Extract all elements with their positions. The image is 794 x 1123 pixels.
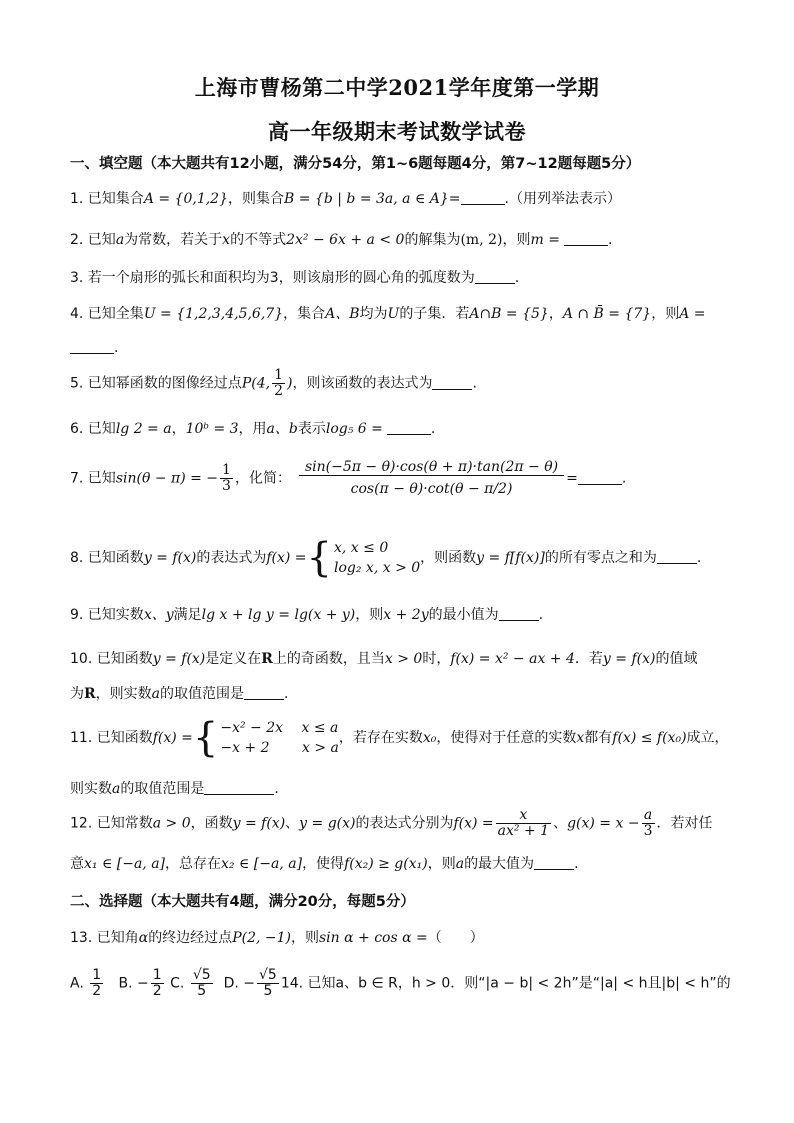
q11-expr: f(x) ≤ f(x₀)	[612, 730, 687, 746]
option-a-fraction	[90, 968, 103, 999]
q10-text: .	[284, 686, 289, 702]
page-subtitle: 高一年级期末考试数学试卷	[268, 119, 526, 144]
option-b-sign: −	[137, 975, 149, 992]
question-6	[70, 418, 730, 438]
q1-set-b: B = {b | b = 3a, a ∈ A}	[284, 191, 449, 207]
q6-expr: 10ᵇ = 3	[185, 421, 239, 437]
q4-intersection: A∩B = {5}	[469, 306, 549, 322]
q11-var: a	[112, 781, 121, 797]
question-8	[70, 535, 730, 581]
q1-text: .（用列举法表示）	[504, 191, 621, 207]
q10-text: 为	[70, 686, 84, 702]
q6-text: 6. 已知	[70, 421, 116, 437]
answer-blank	[475, 269, 515, 284]
q12-text: 意	[70, 856, 84, 872]
option-c-fraction	[191, 968, 213, 999]
q9-text: 的最小值为	[428, 607, 499, 623]
q14-expr: |a| < h	[599, 975, 648, 992]
question-5	[70, 368, 730, 399]
option-b-label: B.	[118, 975, 133, 992]
q3-text: .	[514, 270, 520, 286]
answer-blank	[578, 470, 622, 485]
q14-expr: |a − b| < 2h	[485, 975, 572, 992]
q12-text: ．若对任	[656, 815, 713, 832]
q11-text: 的取值范围是	[120, 781, 205, 797]
question-2	[70, 229, 730, 249]
q9-text: 9. 已知实数	[70, 607, 144, 623]
answer-blank	[70, 339, 114, 354]
q12-expr: y = g(x)	[299, 815, 356, 832]
q11-text: .	[274, 781, 279, 797]
question-10	[70, 648, 730, 668]
q11-text: ，若存在实数	[338, 730, 423, 746]
piecewise-case: log₂ x, x > 0	[334, 560, 421, 576]
q9-text: ，则	[355, 607, 384, 623]
q7-text: .	[621, 470, 627, 487]
q8-text: ，则函数	[420, 550, 477, 566]
q13-text: 13. 已知角	[70, 930, 139, 946]
q10-text: 是定义在	[205, 651, 262, 667]
q4-text: 均为	[359, 306, 388, 322]
q7-fraction-expression	[299, 460, 564, 497]
q6-expr: log₅ 6 =	[325, 421, 383, 437]
q10-expr: y = f(x)	[152, 651, 206, 667]
q14-text: 14. 已知	[280, 975, 336, 992]
q12-expr: x₂ ∈ [−a, a]	[221, 856, 303, 872]
q10-text: 上的奇函数，且当	[272, 651, 385, 667]
q4-intersection-complement: A ∩ B̄ = {7}	[562, 306, 652, 322]
q12-expr: a > 0	[152, 815, 191, 832]
q14-text: ”的	[709, 975, 731, 992]
q4-var: U	[387, 306, 400, 322]
q4-universal-set: U = {1,2,3,4,5,6,7}	[143, 306, 284, 322]
answer-blank	[499, 606, 539, 621]
q9-text: .	[538, 607, 544, 623]
q8-text: 的表达式为	[196, 550, 267, 566]
q4-text: 的子集．若	[399, 306, 470, 322]
q8-expr: y = f[f(x)]	[476, 550, 545, 566]
q12-text: 12. 已知常数	[70, 815, 153, 832]
q14-text: ，	[397, 975, 412, 992]
q14-expr: |b| < h	[661, 975, 710, 992]
q13-var: α	[138, 930, 149, 946]
question-4	[70, 303, 730, 323]
fraction-denominator: 5	[263, 983, 273, 999]
fraction-numerator: sin(−5π − θ)·cos(θ + π)·tan(2π − θ)	[299, 460, 564, 476]
fraction-numerator: x	[496, 808, 551, 824]
q12-var: a	[455, 856, 465, 872]
q12-expr: y = f(x)	[232, 815, 286, 832]
q5-text: ，则该函数的表达式为	[292, 375, 433, 392]
q6-text: ，用	[238, 421, 267, 437]
q4-text: 4. 已知全集	[70, 306, 144, 322]
q11-text: 成立，	[686, 730, 729, 746]
fraction-denominator: 5	[197, 983, 207, 999]
q10-text: 的值域	[655, 651, 698, 667]
fraction-numerator: 1	[92, 967, 102, 983]
q8-text: 8. 已知函数	[70, 550, 144, 566]
q11-text: 则实数	[70, 781, 112, 797]
fraction-denominator: 3	[222, 478, 231, 494]
q2-inequality: 2x² − 6x + a < 0	[286, 232, 405, 248]
q13-options-and-q14	[70, 968, 731, 999]
fraction-denominator: cos(π − θ)·cot(θ − π/2)	[350, 481, 513, 497]
fraction-numerator: a	[642, 808, 655, 824]
q2-var: a	[115, 232, 125, 248]
q10-expr: x > 0	[384, 651, 423, 667]
q11-text: 11. 已知函数	[70, 730, 153, 746]
q2-interval: (m, 2)	[460, 232, 503, 248]
option-d-sign: −	[243, 975, 255, 992]
q7-fraction-given	[220, 463, 233, 494]
q8-expr: f(x) =	[266, 550, 307, 566]
q12-text: 的最大值为	[464, 856, 535, 872]
answer-blank	[657, 549, 697, 564]
q11-text: ，使得对于任意的实数	[436, 730, 577, 746]
question-11-cont	[70, 778, 730, 798]
q6-text: 表示	[297, 421, 326, 437]
q10-text: ．若	[574, 651, 603, 667]
q4-text: ，则	[651, 306, 680, 322]
fraction-denominator: 3	[643, 823, 653, 839]
page-title: 上海市曹杨第二中学2021学年度第一学期	[194, 75, 600, 100]
q6-text: .	[430, 421, 436, 437]
q11-piecewise	[220, 718, 339, 758]
q12-expr: f(x₂) ≥ g(x₁)	[344, 856, 428, 872]
q1-set-a: A = {0,1,2}	[143, 191, 228, 207]
question-7	[70, 460, 730, 497]
q7-expr: sin(θ − π) = −	[115, 470, 219, 487]
left-brace: {	[306, 535, 332, 581]
q7-text: =	[566, 470, 578, 487]
question-13	[70, 927, 730, 947]
q13-point: P(2, −1)	[232, 930, 291, 946]
answer-blank	[432, 375, 472, 390]
option-b-fraction	[151, 968, 164, 999]
fraction-numerator: √5	[192, 967, 211, 983]
q2-text: ，则	[502, 232, 531, 248]
fraction-numerator: √5	[258, 967, 277, 983]
question-11	[70, 715, 730, 761]
option-a-label: A.	[70, 975, 84, 992]
q5-fraction	[272, 368, 285, 399]
q13-expr: sin α + cos α =	[318, 930, 428, 946]
q2-text: 为常数，若关于	[124, 232, 223, 248]
q5-point: P(4,	[241, 375, 271, 392]
fraction-denominator: ax² + 1	[497, 823, 550, 839]
q9-expr: lg x + lg y = lg(x + y)	[201, 607, 356, 623]
q11-var: x₀	[422, 730, 437, 746]
answer-blank	[244, 685, 284, 700]
q5-point: )	[286, 375, 293, 392]
q14-expr: a、b ∈ R	[335, 975, 398, 992]
q12-fraction-g	[642, 808, 655, 839]
q1-text: ，则集合	[228, 191, 284, 207]
q2-text: .	[607, 232, 613, 248]
q8-expr: y = f(x)	[143, 550, 197, 566]
q12-expr: f(x) =	[453, 815, 494, 832]
q6-text: ，	[171, 421, 186, 437]
answer-blank	[204, 780, 274, 795]
section-heading-fill-in: 一、填空题（本大题共有12小题，满分54分，第1~6题每题4分，第7~12题每题5分）	[70, 156, 641, 172]
question-12	[70, 808, 730, 839]
q8-text: 的所有零点之和为	[544, 550, 657, 566]
q10-var: a	[151, 686, 160, 702]
question-1	[70, 188, 730, 208]
q2-text: 的不等式	[230, 232, 287, 248]
q11-text: 都有	[584, 730, 613, 746]
q10-text: 10. 已知函数	[70, 651, 153, 667]
q5-text: 5. 已知幂函数的图像经过点	[70, 375, 242, 392]
q4-var: A、B	[325, 306, 360, 322]
question-9	[70, 604, 730, 624]
q1-text: =	[448, 191, 461, 207]
q14-expr: h > 0	[411, 975, 451, 992]
q2-text: 2. 已知	[70, 232, 116, 248]
q12-text: 、	[553, 815, 568, 832]
q1-text: 1. 已知集合	[70, 191, 144, 207]
q12-text: ，则	[427, 856, 456, 872]
q2-text: 的解集为	[404, 232, 461, 248]
answer-blank	[534, 855, 574, 870]
answer-blank	[387, 420, 431, 435]
q10-text: 的取值范围是	[160, 686, 244, 702]
q4-var: A =	[679, 306, 706, 322]
q3-text: 3. 若一个扇形的弧长和面积均为3，则该扇形的圆心角的弧度数为	[70, 270, 475, 286]
q4-text: ，集合	[283, 306, 326, 322]
answer-blank	[461, 190, 505, 205]
q10-expr: y = f(x)	[602, 651, 656, 667]
piecewise-case: −x + 2 x > a	[220, 740, 339, 756]
option-c-label: C.	[170, 975, 185, 992]
q8-piecewise	[334, 538, 420, 578]
q10-reals: R	[261, 651, 273, 667]
q7-text: ，化简：	[234, 470, 291, 487]
q13-choice-paren: （ ）	[427, 930, 484, 946]
q8-text: .	[696, 550, 702, 566]
q14-text: ”是“	[571, 975, 600, 992]
section-heading-choice: 二、选择题（本大题共有4题，满分20分，每题5分）	[70, 894, 415, 910]
q9-var: x、y	[143, 607, 174, 623]
option-d-fraction	[257, 968, 279, 999]
piecewise-case: x, x ≤ 0	[334, 540, 389, 556]
question-3	[70, 267, 730, 287]
q9-expr: x + 2y	[383, 607, 429, 623]
q10-expr: f(x) = x² − ax + 4	[450, 651, 575, 667]
fraction-numerator: 1	[152, 967, 162, 983]
fraction-denominator: 2	[274, 383, 283, 399]
q2-var: x	[222, 232, 231, 248]
q7-text: 7. 已知	[70, 470, 116, 487]
q10-text: ，则实数	[95, 686, 152, 702]
q12-fraction-f	[496, 808, 551, 839]
q12-text: 的表达式分别为	[355, 815, 454, 832]
q13-text: ，则	[290, 930, 319, 946]
q12-expr: g(x) = x −	[567, 815, 640, 832]
q13-text: 的终边经过点	[148, 930, 233, 946]
q12-text: 、	[285, 815, 300, 832]
fraction-denominator: 2	[152, 983, 162, 999]
q10-reals: R	[84, 686, 96, 702]
option-d-label: D.	[223, 975, 239, 992]
q12-text: ，使得	[302, 856, 345, 872]
q6-var: a、b	[266, 421, 298, 437]
q5-text: .	[472, 375, 477, 392]
q11-expr: f(x) =	[152, 730, 193, 746]
q14-text: ．则“	[450, 975, 486, 992]
q12-text: ，总存在	[165, 856, 222, 872]
q14-text: 且	[647, 975, 662, 992]
piecewise-case: −x² − 2x x ≤ a	[220, 720, 339, 736]
q12-text: .	[574, 856, 579, 872]
question-4-cont	[70, 339, 730, 356]
left-brace: {	[192, 715, 219, 761]
q4-text: ，	[548, 306, 563, 322]
fraction-denominator: 2	[92, 983, 102, 999]
q10-text: 时，	[422, 651, 451, 667]
q9-text: 满足	[173, 607, 202, 623]
fraction-numerator: 1	[222, 462, 231, 478]
answer-blank	[564, 231, 608, 246]
question-10-cont	[70, 683, 730, 703]
q4-text: .	[114, 340, 119, 356]
q2-var: m =	[530, 232, 560, 248]
fraction-numerator: 1	[274, 367, 283, 383]
question-12-cont	[70, 853, 730, 873]
q12-expr: x₁ ∈ [−a, a]	[84, 856, 166, 872]
q6-expr: lg 2 = a	[115, 421, 172, 437]
q12-text: ，函数	[190, 815, 233, 832]
q11-var: x	[576, 730, 585, 746]
